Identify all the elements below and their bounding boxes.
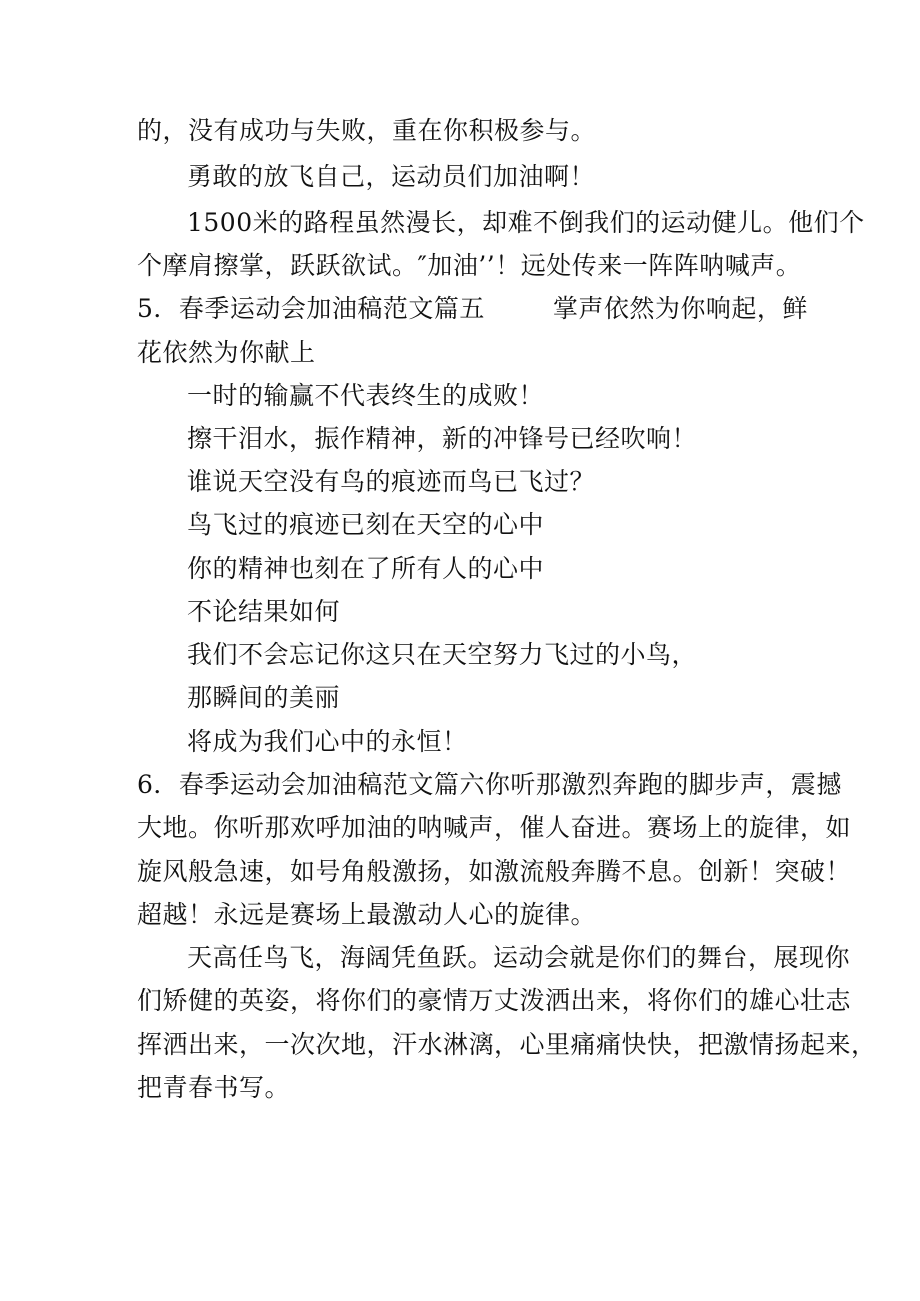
paragraph-line: 的，没有成功与失败，重在你积极参与。 [137,116,597,145]
paragraph-line: 鸟飞过的痕迹已刻在天空的心中 [187,510,545,539]
paragraph-line: 一时的输赢不代表终生的成败！ [187,381,545,410]
paragraph-line: 你的精神也刻在了所有人的心中 [187,554,545,583]
section-heading-5 [137,294,808,324]
paragraph-line: 旋风般急速，如号角般激扬，如激流般奔腾不息。创新！突破！ [137,857,852,886]
paragraph-line: 勇敢的放飞自己，运动员们加油啊！ [187,162,596,191]
paragraph-line: 大地。你听那欢呼加油的呐喊声，催人奋进。赛场上的旋律，如 [137,813,852,842]
paragraph-line: 花依然为你献上 [137,338,316,367]
paragraph-line: 谁说天空没有鸟的痕迹而鸟已飞过？ [187,467,596,496]
paragraph-line: 我们不会忘记你这只在天空努力飞过的小鸟， [187,640,698,669]
paragraph-line: 擦干泪水，振作精神，新的冲锋号已经吹响！ [187,424,698,453]
paragraph-line: 超越！永远是赛场上最激动人心的旋律。 [137,900,597,929]
paragraph-line: 不论结果如何 [187,597,341,626]
paragraph-line: 们矫健的英姿，将你们的豪情万丈泼洒出来，将你们的雄心壮志 [137,986,852,1015]
heading-5-title: 5．春季运动会加油稿范文篇五 [137,294,485,323]
paragraph-line: 天高任鸟飞，海阔凭鱼跃。运动会就是你们的舞台，展现你 [187,943,851,972]
paragraph-line: 挥洒出来，一次次地，汗水淋漓，心里痛痛快快，把激情扬起来， [137,1030,877,1059]
heading-5-text: 掌声依然为你响起，鲜 [552,294,808,323]
paragraph-line: 将成为我们心中的永恒！ [187,727,468,756]
section-heading-6: 6．春季运动会加油稿范文篇六你听那激烈奔跑的脚步声，震撼 [137,770,842,799]
paragraph-line: 个摩肩擦掌，跃跃欲试。″加油’’！远处传来一阵阵呐喊声。 [137,251,802,280]
paragraph-line: 把青春书写。 [137,1073,291,1102]
paragraph-line: 1500米的路程虽然漫长，却难不倒我们的运动健儿。他们个 [187,208,865,237]
paragraph-line: 那瞬间的美丽 [187,683,341,712]
